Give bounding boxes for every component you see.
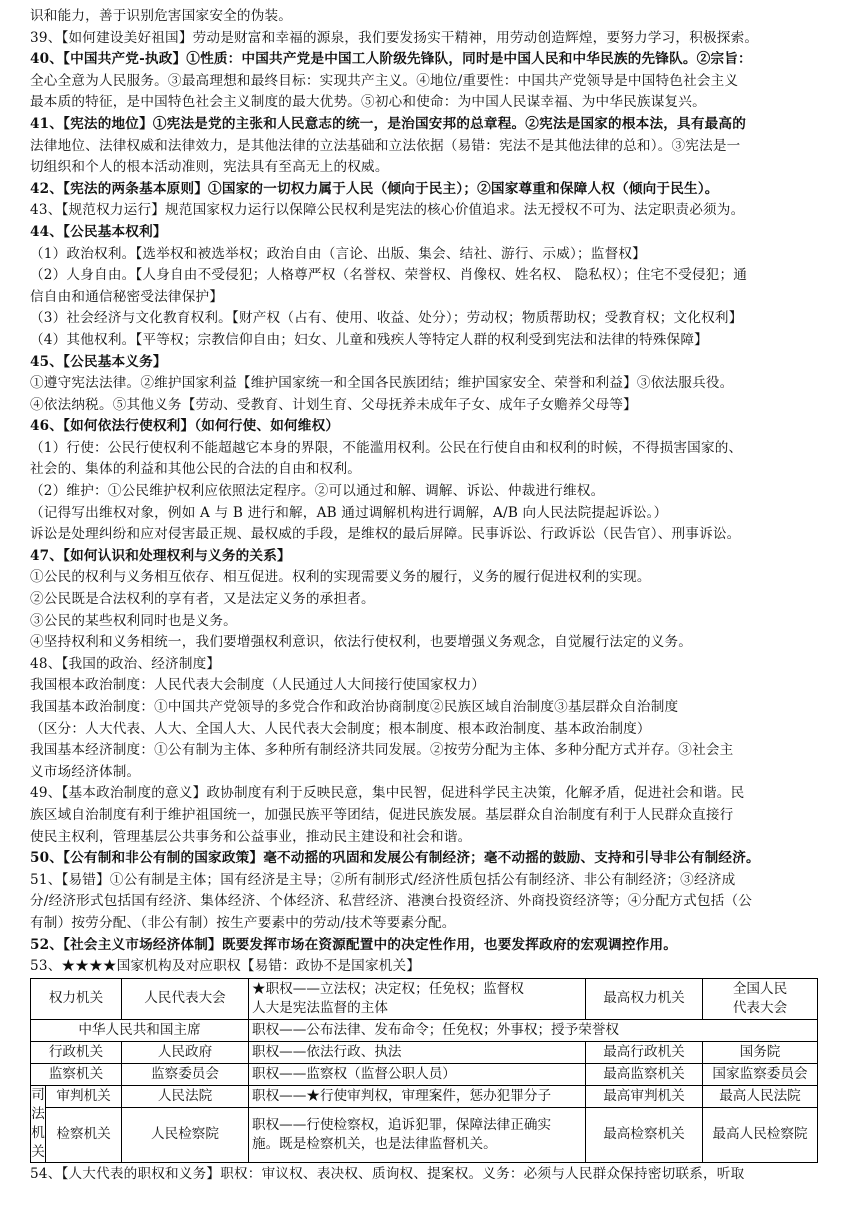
text-line: （区分：人大代表、人大、全国人大、人民代表大会制度；根本制度、根本政治制度、基本政治制度） [30, 720, 651, 737]
table-row [31, 1107, 818, 1162]
table-cell: 检察机关 [46, 1107, 122, 1162]
table-row [31, 1085, 818, 1107]
text-line: （3）社会经济与文化教育权利。【财产权（占有、使用、收益、处分）；劳动权；物质帮助权；受教育权；文化权利】 [30, 310, 743, 327]
text-line: 我国根本政治制度：人民代表大会制度（人民通过人大间接行使国家权力） [30, 677, 486, 694]
heading-line: 46、【如何依法行使权利】（如何行使、如何维权） [30, 418, 340, 435]
text-line: ①遵守宪法法律。②维护国家利益【维护国家统一和全国各民族团结；维护国家安全、荣誉和利益】③依法服兵役。 [30, 375, 734, 392]
text-line: （2）人身自由。【人身自由不受侵犯；人格尊严权（名誉权、荣誉权、肖像权、姓名权、 隐私权）；住宅不受侵犯；通 [30, 267, 748, 284]
text-line: 有制）按劳分配、（非公有制）按生产要素中的劳动/技术等要素分配。 [30, 914, 456, 931]
text-line: 我国基本经济制度：①公有制为主体、多种所有制经济共同发展。②按劳分配为主体、多种分配方式并存。③社会主 [30, 742, 734, 759]
text-line: 全心全意为人民服务。③最高理想和最终目标：实现共产主义。④地位/重要性：中国共产党领导是中国特色社会主义 [30, 72, 739, 89]
text-line: 53、★★★★国家机构及对应职权【易错：政协不是国家机关】 [30, 958, 421, 975]
table-cell: 最高监察机关 [586, 1063, 703, 1085]
table-row [31, 1063, 818, 1085]
table-cell: 国家监察委员会 [703, 1063, 818, 1085]
text-line: 切组织和个人的根本活动准则，宪法具有至高无上的权威。 [30, 159, 389, 176]
text-line: 48、【我国的政治、经济制度】 [30, 655, 221, 672]
table-cell: 最高行政机关 [586, 1041, 703, 1063]
table-cell: 最高审判机关 [586, 1085, 703, 1107]
document-page [30, 6, 830, 1185]
heading-line: 40、【中国共产党-执政】①性质：中国共产党是中国工人阶级先锋队，同时是中国人民和中华民族的先锋队。②宗旨： [30, 51, 752, 68]
table-cell [249, 978, 586, 1019]
heading-line: 44、【公民基本权利】 [30, 223, 167, 240]
table-cell: 中华人民共和国主席 [31, 1019, 249, 1041]
text-line: 义市场经济体制。 [30, 763, 141, 780]
cell-char: 机 [31, 1124, 45, 1141]
heading-line: 50、【公有制和非公有制的国家政策】毫不动摇的巩固和发展公有制经济；毫不动摇的鼓励、支持和引导非公有制经济。 [30, 850, 760, 867]
text-line: ④坚持权利和义务相统一，我们要增强权利意识，依法行使权利，也要增强义务观念，自觉履行法定的义务。 [30, 634, 693, 651]
text-line: （1）行使：公民行使权利不能超越它本身的界限，不能滥用权利。公民在行使自由和权利的时候，不得损害国家的、 [30, 439, 743, 456]
cell-line: 施。既是检察机关，也是法律监督机关。 [252, 1135, 497, 1152]
table-cell: 人民代表大会 [122, 978, 249, 1019]
text-line: 社会的、集体的利益和其他公民的合法的自由和权利。 [30, 461, 362, 478]
table-cell: 职权——公布法律、发布命令；任免权；外事权；授予荣誉权 [249, 1019, 818, 1041]
table-cell [703, 978, 818, 1019]
cell-line: ★职权——立法权；决定权；任免权；监督权 [252, 980, 524, 997]
text-line: 诉讼是处理纠纷和应对侵害最正规、最权威的手段，是维权的最后屏障。民事诉讼、行政诉讼（民告官）、刑事诉讼。 [30, 526, 741, 543]
cell-char: 司 [31, 1086, 45, 1103]
heading-line: 45、【公民基本义务】 [30, 353, 167, 370]
cell-char: 关 [31, 1143, 45, 1160]
table-cell: 国务院 [703, 1041, 818, 1063]
table-cell: 职权——依法行政、执法 [249, 1041, 586, 1063]
text-line: 识和能力，善于识别危害国家安全的伪装。 [30, 8, 293, 24]
text-line: ③公民的某些权利同时也是义务。 [30, 612, 237, 629]
cell-line: 职权——行使检察权，追诉犯罪，保障法律正确实 [252, 1116, 552, 1133]
heading-line: 52、【社会主义市场经济体制】既要发挥市场在资源配置中的决定性作用，也要发挥政府的宏观调控作用。 [30, 936, 678, 953]
table-row [31, 1019, 818, 1041]
heading-line: 41、【宪法的地位】①宪法是党的主张和人民意志的统一，是治国安邦的总章程。②宪法是国家的根本法，具有最高的 [30, 115, 746, 132]
heading-line: 47、【如何认识和处理权利与义务的关系】 [30, 547, 291, 564]
table-cell: 最高人民法院 [703, 1085, 818, 1107]
state-organs-table [30, 978, 818, 1163]
table-cell: 人民法院 [122, 1085, 249, 1107]
table-row [31, 1041, 818, 1063]
text-line: ④依法纳税。⑤其他义务【劳动、受教育、计划生育、父母抚养未成年子女、成年子女赡养父母等】 [30, 396, 637, 413]
table-cell: 权力机关 [31, 978, 122, 1019]
text-line: 族区域自治制度有利于维护祖国统一，加强民族平等团结，促进民族发展。基层群众自治制度有利于人民群众直接行 [30, 806, 734, 823]
table-cell [249, 1107, 586, 1162]
table-cell [31, 1085, 46, 1162]
table-cell: 最高权力机关 [586, 978, 703, 1019]
text-line: 51、【易错】①公有制是主体；国有经济是主导；②所有制形式/经济性质包括公有制经济、非公有制经济；③经济成 [30, 871, 736, 888]
heading-line: 42、【宪法的两条基本原则】①国家的一切权力属于人民（倾向于民主）；②国家尊重和保障人权（倾向于民生）。 [30, 180, 719, 197]
text-line: （1）政治权利。【选举权和被选举权；政治自由（言论、出版、集会、结社、游行、示威）；监督权】 [30, 245, 646, 262]
text-line: 信自由和通信秘密受法律保护】 [30, 288, 224, 305]
text-line: （4）其他权利。【平等权；宗教信仰自由；妇女、儿童和残疾人等特定人群的权利受到宪法和法律的特殊保障】 [30, 331, 708, 348]
text-line: 43、【规范权力运行】规范国家权力运行以保障公民权利是宪法的核心价值追求。法无授权不可为、法定职责必须为。 [30, 202, 745, 219]
table-cell: 最高人民检察院 [703, 1107, 818, 1162]
cell-line: 代表大会 [732, 999, 788, 1016]
text-line: 54、【人大代表的职权和义务】职权：审议权、表决权、质询权、提案权。义务：必须与人民群众保持密切联系，听取 [30, 1165, 745, 1182]
table-cell: 最高检察机关 [586, 1107, 703, 1162]
text-line: 最本质的特征，是中国特色社会主义制度的最大优势。⑤初心和使命：为中国人民谋幸福、为中华民族谋复兴。 [30, 94, 706, 111]
table-cell: 职权——★行使审判权，审理案件，惩办犯罪分子 [249, 1085, 586, 1107]
text-line: 使民主权利，管理基层公共事务和公益事业，推动民主建设和社会和谐。 [30, 828, 472, 845]
text-line: ②公民既是合法权利的享有者，又是法定义务的承担者。 [30, 591, 375, 608]
cell-line: 全国人民 [732, 980, 788, 997]
table-cell: 人民政府 [122, 1041, 249, 1063]
text-line: 39、【如何建设美好祖国】劳动是财富和幸福的源泉，我们要发扬实干精神，用劳动创造辉煌，要努力学习，积极探索。 [30, 29, 759, 46]
table-cell: 监察机关 [31, 1063, 122, 1085]
text-line: （记得写出维权对象，例如 A 与 B 进行和解，AB 通过调解机构进行调解，A/B 向人民法院提起诉讼。） [30, 504, 668, 521]
table-row [31, 978, 818, 1019]
table-cell: 职权——监察权（监督公职人员） [249, 1063, 586, 1085]
cell-line: 人大是宪法监督的主体 [252, 999, 388, 1016]
table-cell: 审判机关 [46, 1085, 122, 1107]
table-cell: 监察委员会 [122, 1063, 249, 1085]
text-line: 49、【基本政治制度的意义】政协制度有利于反映民意，集中民智，促进科学民主决策，化解矛盾，促进社会和谐。民 [30, 785, 745, 802]
text-line: 分/经济形式包括国有经济、集体经济、个体经济、私营经济、港澳台投资经济、外商投资经济等；④分配方式包括（公 [30, 893, 753, 910]
text-line: 法律地位、法律权威和法律效力，是其他法律的立法基础和立法依据（易错：宪法不是其他法律的总和）。③宪法是一 [30, 137, 741, 154]
text-line: ①公民的权利与义务相互依存、相互促进。权利的实现需要义务的履行，义务的履行促进权利的实现。 [30, 569, 651, 586]
text-line: 我国基本政治制度：①中国共产党领导的多党合作和政治协商制度②民族区域自治制度③基层群众自治制度 [30, 699, 679, 715]
text-line: （2）维护：①公民维护权利应依照法定程序。②可以通过和解、调解、诉讼、仲裁进行维权。 [30, 483, 605, 500]
cell-char: 法 [31, 1105, 45, 1122]
table-cell: 行政机关 [31, 1041, 122, 1063]
table-cell: 人民检察院 [122, 1107, 249, 1162]
